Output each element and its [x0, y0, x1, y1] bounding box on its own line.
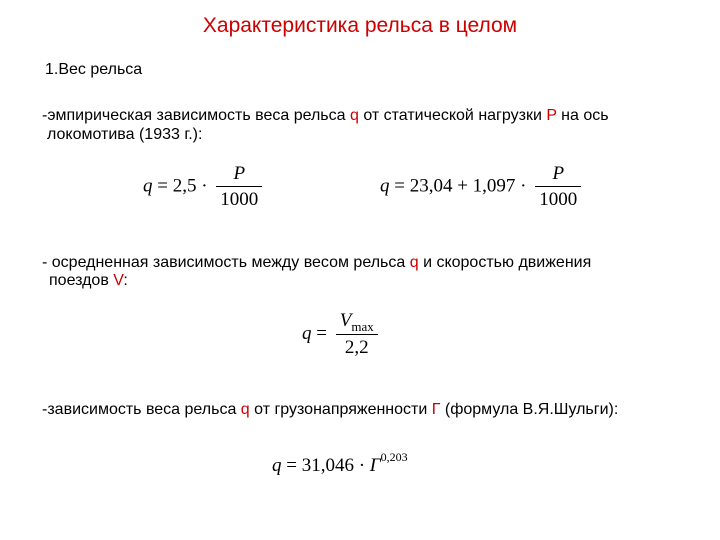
formula3-num-sub: max	[351, 319, 374, 334]
item2-var-q: q	[409, 254, 419, 271]
formula3-eq: =	[311, 322, 332, 344]
item2-line2-pre: поездов	[49, 272, 114, 289]
formula1-denominator: 1000	[220, 189, 259, 210]
item3-var-q: q	[240, 401, 250, 418]
formula2-eq: = 23,04 + 1,097 ·	[389, 175, 532, 197]
formula2-denominator: 1000	[539, 189, 578, 210]
item1-line1	[42, 106, 609, 125]
formula-3	[302, 310, 378, 359]
formula-2	[380, 163, 581, 211]
formula1-lhs: q	[143, 175, 153, 197]
formula3-num-var: V	[339, 310, 352, 331]
item3-line	[42, 400, 618, 419]
section-heading: 1.Вес рельса	[45, 61, 143, 78]
item1-var-q: q	[349, 107, 359, 124]
item2-text-pre: - осредненная зависимость между весом рельса	[42, 254, 410, 271]
item1-text-post: на ось	[556, 107, 609, 124]
formula2-fraction	[535, 163, 581, 211]
formula-1	[143, 163, 262, 211]
item2-text-post: и скоростью движения	[418, 254, 592, 271]
item1-line2: локомотива (1933 г.):	[47, 126, 203, 143]
item2-var-v: V	[113, 272, 124, 289]
item1-text-pre: -эмпирическая зависимость веса рельса	[42, 107, 350, 124]
item3-var-g: Г	[431, 401, 441, 418]
formula3-numerator	[336, 310, 378, 335]
formula1-fraction	[216, 163, 262, 211]
formula1-numerator: P	[216, 163, 262, 187]
formula1-eq: = 2,5 ·	[152, 175, 213, 197]
item3-text-post: (формула В.Я.Шульги):	[440, 401, 619, 418]
slide-title: Характеристика рельса в целом	[202, 14, 518, 37]
item1-text-mid: от статической нагрузки	[358, 107, 547, 124]
formula3-lhs: q	[302, 322, 312, 344]
formula2-lhs: q	[380, 175, 390, 197]
item2-line2-post: :	[123, 272, 128, 289]
formula4-exponent: 0,203	[380, 450, 408, 464]
formula4-eq: = 31,046 ·	[281, 455, 370, 476]
item3-text-pre: -зависимость веса рельса	[42, 401, 241, 418]
formula4-var: Г	[369, 455, 381, 476]
item2-line2	[49, 271, 128, 290]
formula-4	[272, 450, 408, 477]
formula4-lhs: q	[272, 455, 282, 476]
item3-text-mid: от грузонапряженности	[249, 401, 432, 418]
formula3-fraction	[336, 310, 378, 359]
formula2-numerator: P	[535, 163, 581, 187]
item1-var-p: P	[546, 107, 557, 124]
item2-line1	[42, 253, 591, 272]
formula3-denominator: 2,2	[344, 337, 369, 358]
